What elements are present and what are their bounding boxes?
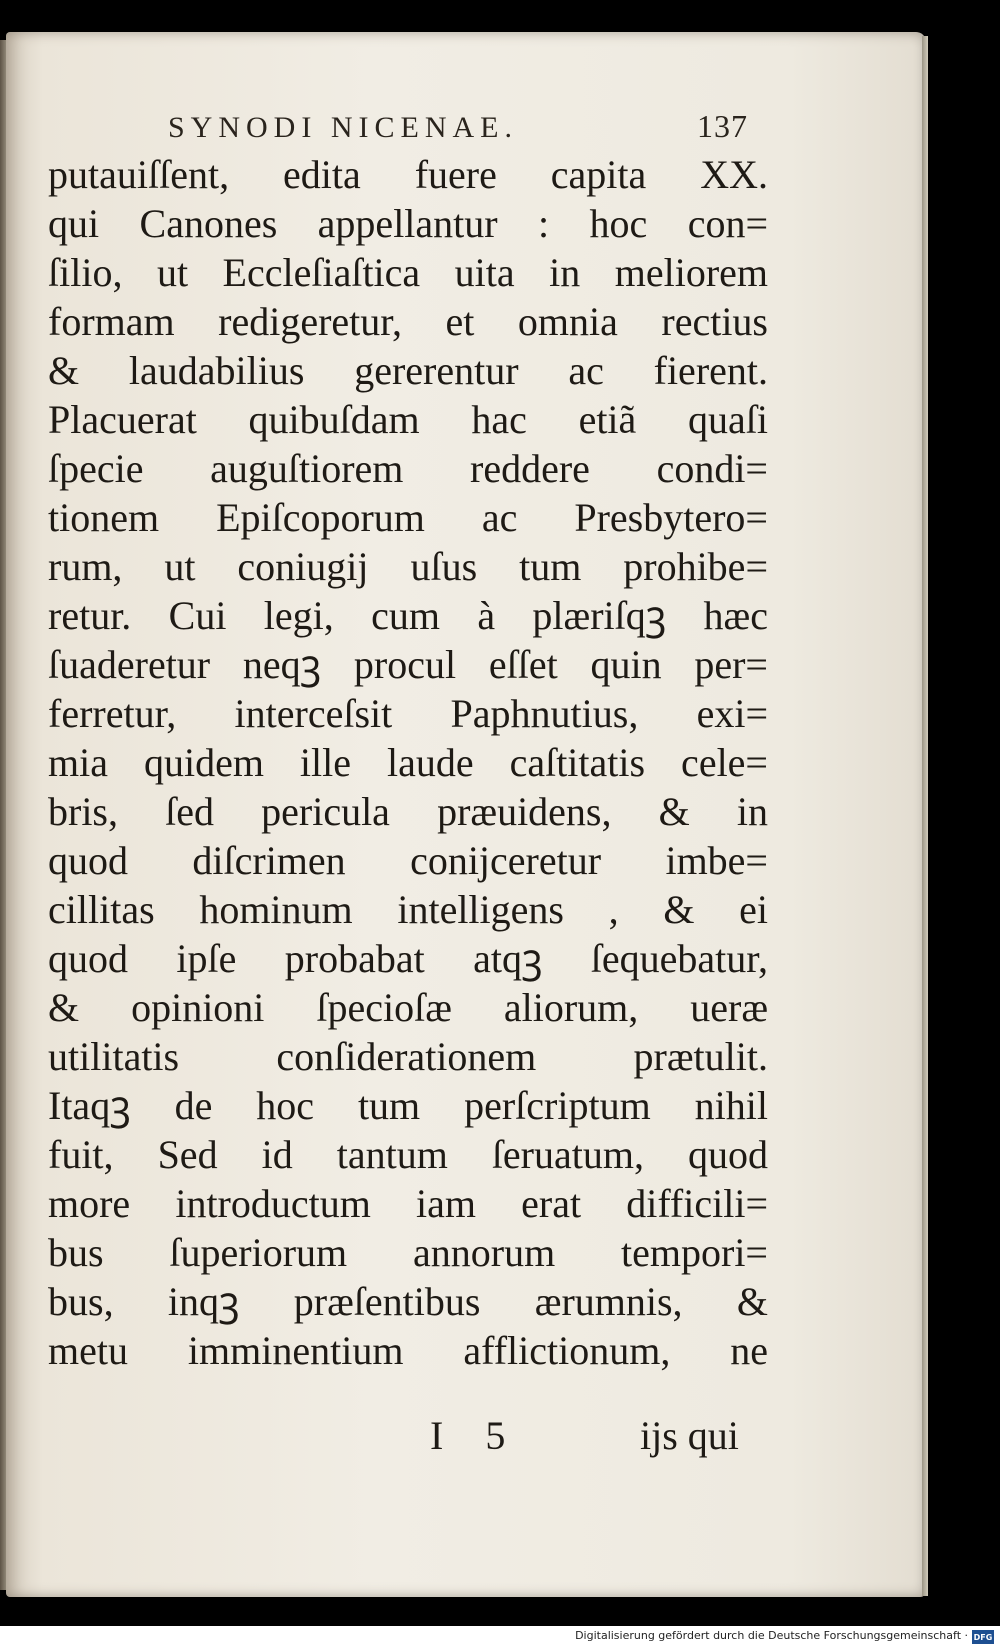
funding-credit: Digitalisierung gefördert durch die Deutsche Forschungsgemeinschaft ·	[575, 1629, 968, 1642]
running-title: SYNODI NICENAE.	[168, 111, 518, 144]
text-line: & laudabilius gererentur ac fierent.	[48, 348, 768, 393]
text-line: bus ſuperiorum annorum tempori=	[48, 1230, 768, 1275]
catchword: ijs qui	[640, 1413, 739, 1458]
text-line: ſpecie auguſtiorem reddere condi=	[48, 446, 768, 491]
text-line: metu imminentium afflictionum, ne	[48, 1328, 768, 1373]
text-line: retur. Cui legi, cum à plæriſqꝫ hæc	[48, 593, 768, 638]
text-line: putauiſſent, edita fuere capita XX.	[48, 152, 768, 197]
text-line: ſilio, ut Eccleſiaſtica uita in meliorem	[48, 250, 768, 295]
page-edge	[922, 36, 928, 1596]
text-line: rum, ut coniugij uſus tum prohibe=	[48, 544, 768, 589]
body-text	[48, 150, 768, 1375]
text-line: tionem Epiſcoporum ac Presbytero=	[48, 495, 768, 540]
text-line: & opinioni ſpecioſæ aliorum, ueræ	[48, 985, 768, 1030]
page-number: 137	[697, 108, 748, 144]
text-line: ſuaderetur neqꝫ procul eſſet quin per=	[48, 642, 768, 687]
text-line: quod ipſe probabat atqꝫ ſequebatur,	[48, 936, 768, 981]
text-line: ferretur, interceſsit Paphnutius, exi=	[48, 691, 768, 736]
text-line: cillitas hominum intelligens , & ei	[48, 887, 768, 932]
text-line: utilitatis conſiderationem prætulit.	[48, 1034, 768, 1079]
running-head	[168, 108, 748, 145]
text-line: fuit, Sed id tantum ſeruatum, quod	[48, 1132, 768, 1177]
text-line: Placuerat quibuſdam hac etiã quaſi	[48, 397, 768, 442]
signature-mark: I 5	[430, 1413, 522, 1458]
text-line: Itaqꝫ de hoc tum perſcriptum nihil	[48, 1083, 768, 1128]
text-line: quod diſcrimen conijceretur imbe=	[48, 838, 768, 883]
text-line: mia quidem ille laude caſtitatis cele=	[48, 740, 768, 785]
text-line: more introductum iam erat difficili=	[48, 1181, 768, 1226]
text-line: bus, inqꝫ præſentibus ærumnis, &	[48, 1279, 768, 1324]
text-line: formam redigeretur, et omnia rectius	[48, 299, 768, 344]
dfg-logo: DFG	[972, 1630, 994, 1644]
text-line: bris, ſed pericula præuidens, & in	[48, 789, 768, 834]
text-line: qui Canones appellantur : hoc con=	[48, 201, 768, 246]
